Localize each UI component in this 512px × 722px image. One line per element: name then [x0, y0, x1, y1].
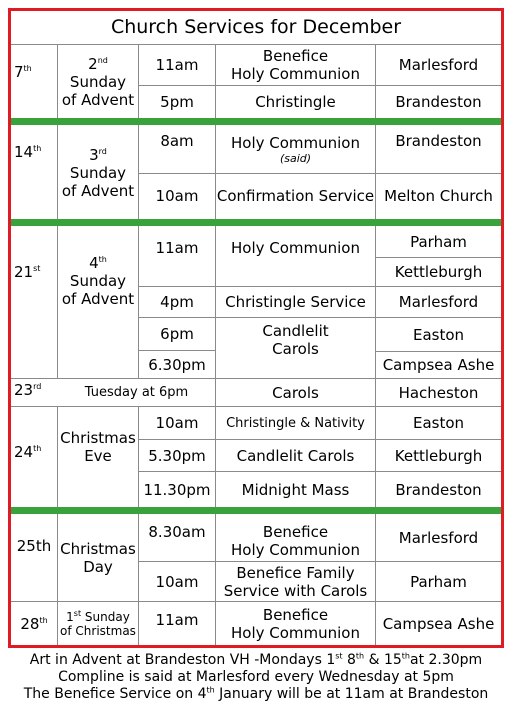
service-cell: Confirmation Service [216, 187, 375, 205]
place-cell: Kettleburgh [394, 263, 483, 281]
time-cell: 5.30pm [148, 446, 206, 465]
service-cell: Christingle & Nativity [226, 415, 365, 431]
time-cell: 5pm [160, 93, 194, 111]
place-cell: Brandeston [395, 93, 482, 111]
place-cell: Melton Church [384, 187, 493, 205]
note-benefice-january: The Benefice Service on 4th January will be at 11am at Brandeston [23, 685, 489, 702]
service-cell: Holy Communion [230, 239, 360, 257]
place-cell: Kettleburgh [394, 446, 483, 465]
occasion-cell: 1st Sunday of Christmas [60, 608, 136, 638]
date-cell: 7th [14, 63, 32, 81]
occasion-cell: Tuesday at 6pm [84, 385, 189, 400]
occasion-cell: Christmas Day [60, 540, 136, 576]
note-art-in-advent: Art in Advent at Brandeston VH -Mondays 1st 8th & 15that 2.30pm [29, 651, 483, 668]
place-cell: Easton [412, 325, 465, 344]
place-cell: Parham [410, 233, 467, 251]
date-cell: 23rd [14, 381, 42, 399]
date-cell: 28th [20, 614, 48, 633]
date-cell: 25th [16, 537, 52, 555]
service-cell: Holy Communion (said) [230, 133, 360, 165]
schedule-frame [8, 8, 504, 648]
section-separator [11, 118, 501, 125]
time-cell: 11.30pm [143, 480, 211, 499]
date-cell: 24th [14, 443, 42, 461]
occasion-cell: 2nd Sunday of Advent [61, 54, 135, 109]
service-cell: Benefice Holy Communion [230, 523, 360, 559]
occasion-cell: 4th Sunday of Advent [61, 254, 135, 308]
time-cell: 6pm [160, 325, 194, 343]
time-cell: 6.30pm [148, 355, 206, 374]
service-cell: Benefice Holy Communion [230, 47, 360, 83]
service-cell: Candlelit Carols [262, 322, 329, 358]
section-separator [11, 507, 501, 514]
time-cell: 10am [155, 414, 199, 432]
place-cell: Brandeston [395, 132, 482, 150]
place-cell: Marlesford [398, 293, 479, 311]
section-separator [11, 219, 501, 226]
date-cell: 14th [14, 143, 42, 161]
service-cell: Candlelit Carols [236, 446, 355, 465]
place-cell: Brandeston [395, 480, 482, 499]
page-title: Church Services for December [110, 16, 402, 38]
time-cell: 8.30am [148, 523, 206, 541]
service-cell: Midnight Mass [241, 480, 350, 499]
place-cell: Campsea Ashe [382, 614, 495, 633]
time-cell: 11am [155, 611, 199, 629]
note-compline: Compline is said at Marlesford every Wednesday at 5pm [58, 669, 454, 685]
time-cell: 4pm [160, 293, 194, 311]
time-cell: 8am [160, 132, 194, 150]
service-cell: Carols [272, 383, 319, 402]
occasion-cell: 3rd Sunday of Advent [61, 145, 135, 200]
service-cell: Benefice Holy Communion [230, 605, 360, 642]
occasion-cell: Christmas Eve [60, 429, 136, 465]
footer-notes [0, 652, 512, 703]
service-cell: Benefice Family Service with Carols [223, 563, 368, 600]
place-cell: Hacheston [398, 383, 479, 402]
date-cell: 21st [14, 263, 41, 281]
place-cell: Campsea Ashe [382, 356, 495, 374]
place-cell: Parham [410, 572, 467, 591]
service-cell: Christingle [255, 93, 336, 111]
place-cell: Easton [412, 414, 465, 432]
place-cell: Marlesford [398, 529, 479, 547]
time-cell: 10am [155, 572, 199, 591]
time-cell: 11am [155, 56, 199, 74]
place-cell: Marlesford [398, 56, 479, 74]
time-cell: 11am [155, 239, 199, 257]
time-cell: 10am [155, 187, 199, 205]
service-cell: Christingle Service [225, 293, 366, 311]
